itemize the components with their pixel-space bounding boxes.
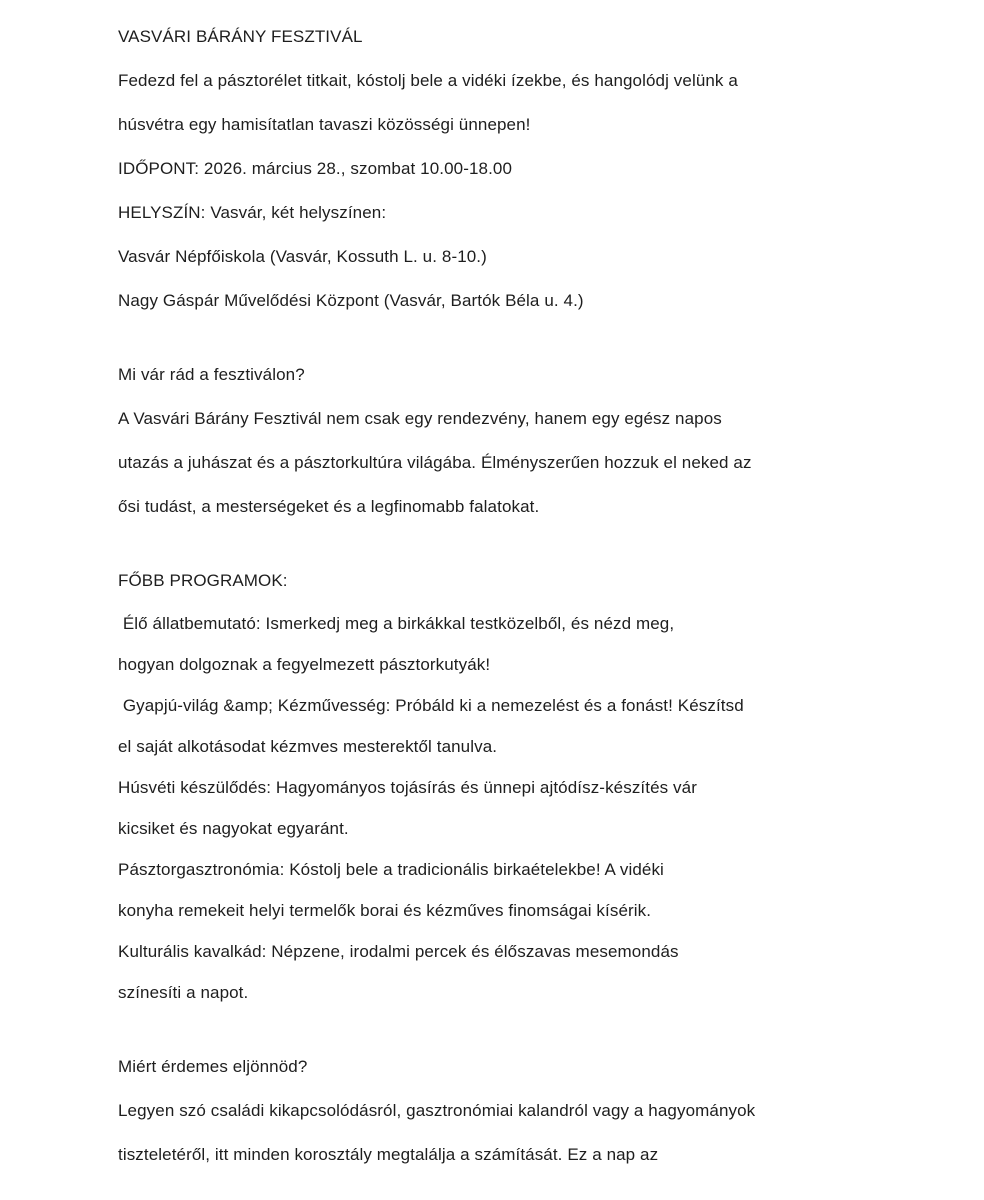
program-item-line: el saját alkotásodat kézmves mesterektől tanulva. [118, 737, 498, 756]
section-programs [118, 559, 924, 1013]
section-why [118, 1045, 924, 1177]
section-heading: Miért érdemes eljönnöd? [118, 1057, 308, 1076]
venue-line: Nagy Gáspár Művelődési Központ (Vasvár, Bartók Béla u. 4.) [118, 291, 584, 310]
program-item-line: konyha remekeit helyi termelők borai és kézműves finomságai kísérik. [118, 901, 652, 920]
text-line: tiszteletéről, itt minden korosztály megtalálja a számítását. Ez a nap az [118, 1145, 659, 1164]
section-gap [118, 323, 924, 353]
program-item-line: Élő állatbemutató: Ismerkedj meg a birkákkal testközelből, és nézd meg, [118, 614, 675, 633]
intro-text-line: Fedezd fel a pásztorélet titkait, kóstolj bele a vidéki ízekbe, és hangolódj velünk a [118, 71, 738, 90]
section-gap [118, 529, 924, 559]
text-line: A Vasvári Bárány Fesztivál nem csak egy rendezvény, hanem egy egész napos [118, 409, 722, 428]
program-item-line: kicsiket és nagyokat egyaránt. [118, 819, 349, 838]
program-item-line: hogyan dolgoznak a fegyelmezett pásztorkutyák! [118, 655, 491, 674]
venue-line: Vasvár Népfőiskola (Vasvár, Kossuth L. u. 8-10.) [118, 247, 487, 266]
program-item-line: Kulturális kavalkád: Népzene, irodalmi percek és élőszavas mesemondás [118, 942, 679, 961]
date-line: IDŐPONT: 2026. március 28., szombat 10.00-18.00 [118, 159, 512, 178]
program-item-line: Gyapjú-világ &amp; Kézművesség: Próbáld ki a nemezelést és a fonást! Készítsd [118, 696, 744, 715]
section-header [118, 15, 924, 323]
section-gap [118, 1013, 924, 1045]
document-title: VASVÁRI BÁRÁNY FESZTIVÁL [118, 27, 363, 46]
text-line: utazás a juhászat és a pásztorkultúra világába. Élményszerűen hozzuk el neked az [118, 453, 752, 472]
program-item-line: színesíti a napot. [118, 983, 249, 1002]
section-heading: FŐBB PROGRAMOK: [118, 571, 288, 590]
section-heading: Mi vár rád a fesztiválon? [118, 365, 305, 384]
program-item-line: Húsvéti készülődés: Hagyományos tojásírás és ünnepi ajtódísz-készítés vár [118, 778, 697, 797]
intro-text-line: húsvétra egy hamisítatlan tavaszi közösségi ünnepen! [118, 115, 531, 134]
text-line: Legyen szó családi kikapcsolódásról, gasztronómiai kalandról vagy a hagyományok [118, 1101, 756, 1120]
text-line: ősi tudást, a mesterségeket és a legfinomabb falatokat. [118, 497, 540, 516]
program-item-line: Pásztorgasztronómia: Kóstolj bele a tradicionális birkaételekbe! A vidéki [118, 860, 664, 879]
location-heading: HELYSZÍN: Vasvár, két helyszínen: [118, 203, 387, 222]
section-about [118, 353, 924, 529]
